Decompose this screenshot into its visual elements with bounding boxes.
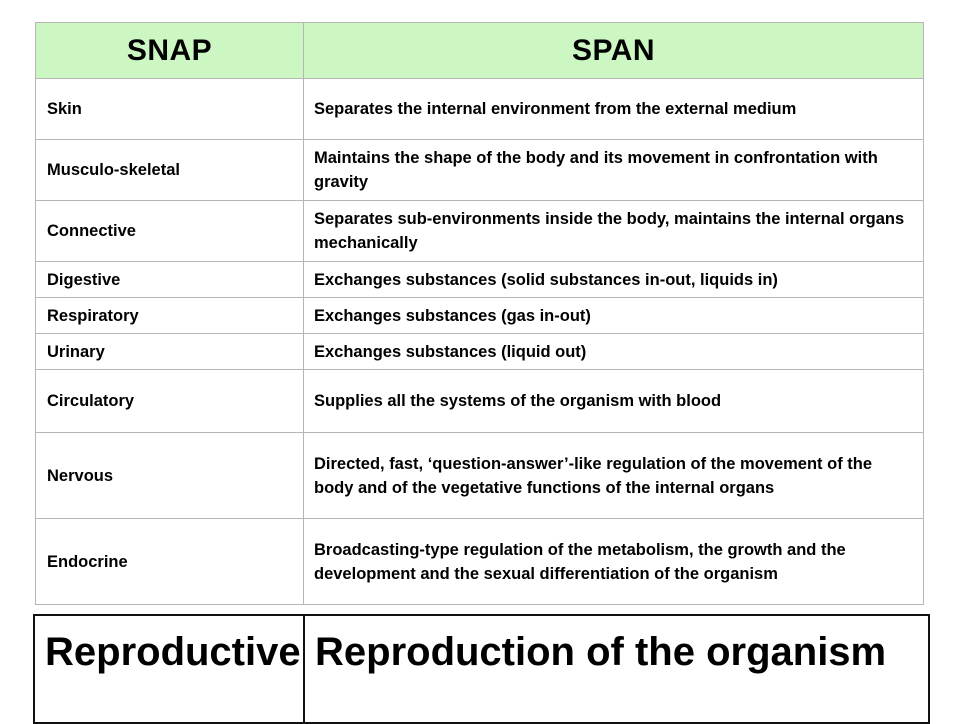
function-cell: Exchanges substances (solid substances in-out, liquids in) <box>304 262 924 298</box>
table-row <box>36 201 924 262</box>
header-snap: SNAP <box>36 23 304 79</box>
table-row <box>36 79 924 140</box>
function-cell: Exchanges substances (gas in-out) <box>304 298 924 334</box>
system-cell: Skin <box>36 79 304 140</box>
function-cell: Separates the internal environment from the external medium <box>304 79 924 140</box>
table-row <box>36 140 924 201</box>
function-cell: Supplies all the systems of the organism with blood <box>304 370 924 433</box>
function-cell: Maintains the shape of the body and its movement in confrontation with gravity <box>304 140 924 201</box>
function-cell: Exchanges substances (liquid out) <box>304 334 924 370</box>
table-row <box>36 433 924 519</box>
function-cell: Directed, fast, ‘question-answer’-like regulation of the movement of the body and of the vegetative functions of the internal organs <box>304 433 924 519</box>
system-cell: Connective <box>36 201 304 262</box>
function-cell: Broadcasting-type regulation of the metabolism, the growth and the development and the sexual differentiation of the organism <box>304 519 924 605</box>
system-cell: Urinary <box>36 334 304 370</box>
system-cell: Circulatory <box>36 370 304 433</box>
system-cell: Digestive <box>36 262 304 298</box>
systems-table <box>35 22 924 605</box>
table-header-row <box>36 23 924 79</box>
table-row <box>34 615 929 723</box>
header-span: SPAN <box>304 23 924 79</box>
table-row <box>36 370 924 433</box>
table-row <box>36 519 924 605</box>
table-row <box>36 334 924 370</box>
table-row <box>36 298 924 334</box>
reproductive-system-cell: Reproductive <box>34 615 304 723</box>
system-cell: Respiratory <box>36 298 304 334</box>
reproductive-function-cell: Reproduction of the organism <box>304 615 929 723</box>
system-cell: Musculo-skeletal <box>36 140 304 201</box>
function-cell: Separates sub-environments inside the body, maintains the internal organs mechanically <box>304 201 924 262</box>
system-cell: Nervous <box>36 433 304 519</box>
reproductive-overlay-row <box>33 614 930 724</box>
table-row <box>36 262 924 298</box>
system-cell: Endocrine <box>36 519 304 605</box>
